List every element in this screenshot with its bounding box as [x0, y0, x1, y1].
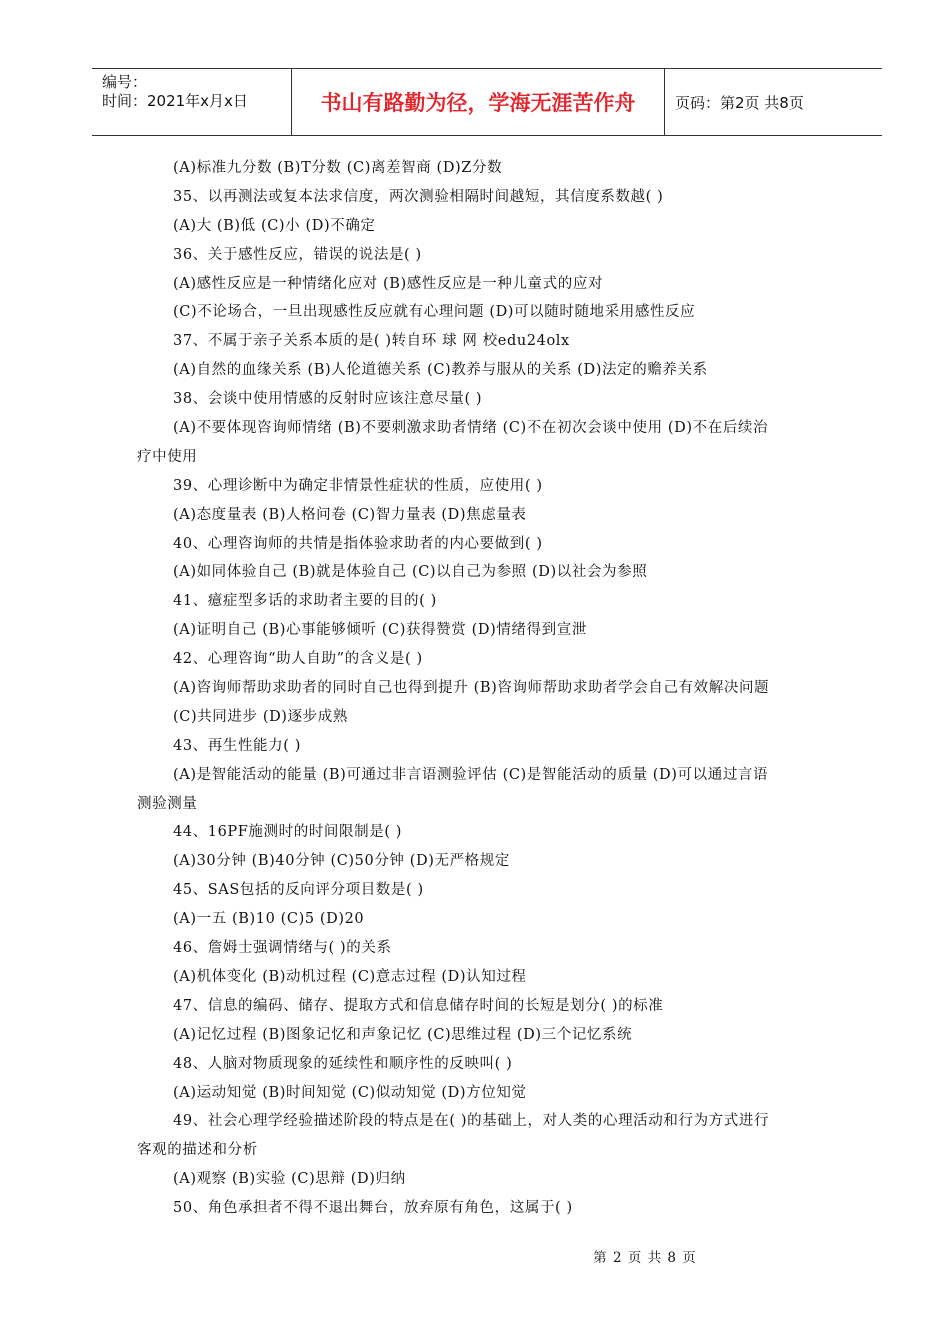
options-line: (A)标准九分数 (B)T分数 (C)离差智商 (D)Z分数 [173, 160, 503, 176]
options-line: (A)机体变化 (B)动机过程 (C)意志过程 (D)认知过程 [173, 968, 527, 985]
document-body [137, 154, 833, 1223]
page-footer [0, 1246, 950, 1266]
header-meta [92, 69, 292, 135]
options-line: (A)30分钟 (B)40分钟 (C)50分钟 (D)无严格规定 [173, 853, 510, 870]
question-line: 48、人脑对物质现象的延续性和顺序性的反映叫( ) [173, 1055, 513, 1072]
date-label: 时间：2021年x月x日 [102, 92, 248, 110]
question-line: 38、会谈中使用情感的反射时应该注意尽量( ) [173, 391, 483, 408]
options-line: (A)大 (B)低 (C)小 (D)不确定 [173, 217, 376, 234]
question-line: 43、再生性能力( ) [173, 737, 301, 754]
options-line: (A)感性反应是一种情绪化应对 (B)感性反应是一种儿童式的应对 [173, 275, 604, 292]
footer-page-number: 第 2 页 共 8 页 [593, 1250, 697, 1266]
question-line: 40、心理咨询师的共情是指体验求助者的内心要做到( ) [173, 535, 543, 552]
options-line: (A)不要体现咨询师情绪 (B)不要刺激求助者情绪 (C)不在初次会谈中使用 (D)不在后续治 [173, 420, 769, 437]
serial-label: 编号： [102, 73, 148, 91]
options-line: (C)不论场合，一旦出现感性反应就有心理问题 (D)可以随时随地采用感性反应 [173, 304, 696, 321]
question-line: 41、癔症型多话的求助者主要的目的( ) [173, 593, 437, 610]
continuation-line: 客观的描述和分析 [137, 1142, 258, 1159]
question-line: 47、信息的编码、储存、提取方式和信息储存时间的长短是划分( )的标准 [173, 997, 664, 1014]
page-header [92, 68, 882, 136]
header-motto: 书山有路勤为径，学海无涯苦作舟 [292, 69, 665, 135]
options-line: (A)证明自己 (B)心事能够倾听 (C)获得赞赏 (D)情绪得到宣泄 [173, 622, 587, 639]
continuation-line: 疗中使用 [137, 448, 198, 465]
question-line: 37、不属于亲子关系本质的是( )转自环 球 网 校edu24olx [173, 333, 570, 350]
question-line: 39、心理诊断中为确定非情景性症状的性质，应使用( ) [173, 477, 543, 494]
options-line: (A)观察 (B)实验 (C)思辩 (D)归纳 [173, 1171, 406, 1188]
question-line: 46、詹姆士强调情绪与( )的关系 [173, 940, 392, 957]
question-line: 44、16PF施测时的时间限制是( ) [173, 824, 403, 841]
question-line: 42、心理咨询“助人自助”的含义是( ) [173, 651, 423, 668]
header-page-info: 页码：第2页 共8页 [675, 93, 804, 112]
options-line: (A)如同体验自己 (B)就是体验自己 (C)以自己为参照 (D)以社会为参照 [173, 564, 648, 581]
question-line: 35、以再测法或复本法求信度，两次测验相隔时间越短，其信度系数越( ) [173, 188, 664, 205]
question-line: 36、关于感性反应，错误的说法是( ) [173, 246, 422, 263]
options-line: (A)记忆过程 (B)图象记忆和声象记忆 (C)思维过程 (D)三个记忆系统 [173, 1026, 633, 1043]
options-line: (A)一五 (B)10 (C)5 (D)20 [173, 911, 365, 928]
options-line: (A)咨询师帮助求助者的同时自己也得到提升 (B)咨询师帮助求助者学会自己有效解决问题 [173, 680, 770, 697]
options-line: (C)共同进步 (D)逐步成熟 [173, 708, 348, 725]
options-line: (A)态度量表 (B)人格问卷 (C)智力量表 (D)焦虑量表 [173, 506, 527, 523]
continuation-line: 测验测量 [137, 795, 198, 812]
question-line: 45、SAS包括的反向评分项目数是( ) [173, 882, 424, 899]
options-line: (A)自然的血缘关系 (B)人伦道德关系 (C)教养与服从的关系 (D)法定的赡养关系 [173, 362, 708, 379]
options-line: (A)是智能活动的能量 (B)可通过非言语测验评估 (C)是智能活动的质量 (D)可以通过言语 [173, 766, 769, 783]
options-line: (A)运动知觉 (B)时间知觉 (C)似动知觉 (D)方位知觉 [173, 1084, 527, 1101]
question-line: 49、社会心理学经验描述阶段的特点是在( )的基础上，对人类的心理活动和行为方式进行 [173, 1113, 770, 1130]
question-line: 50、角色承担者不得不退出舞台，放弃原有角色，这属于( ) [173, 1200, 573, 1217]
